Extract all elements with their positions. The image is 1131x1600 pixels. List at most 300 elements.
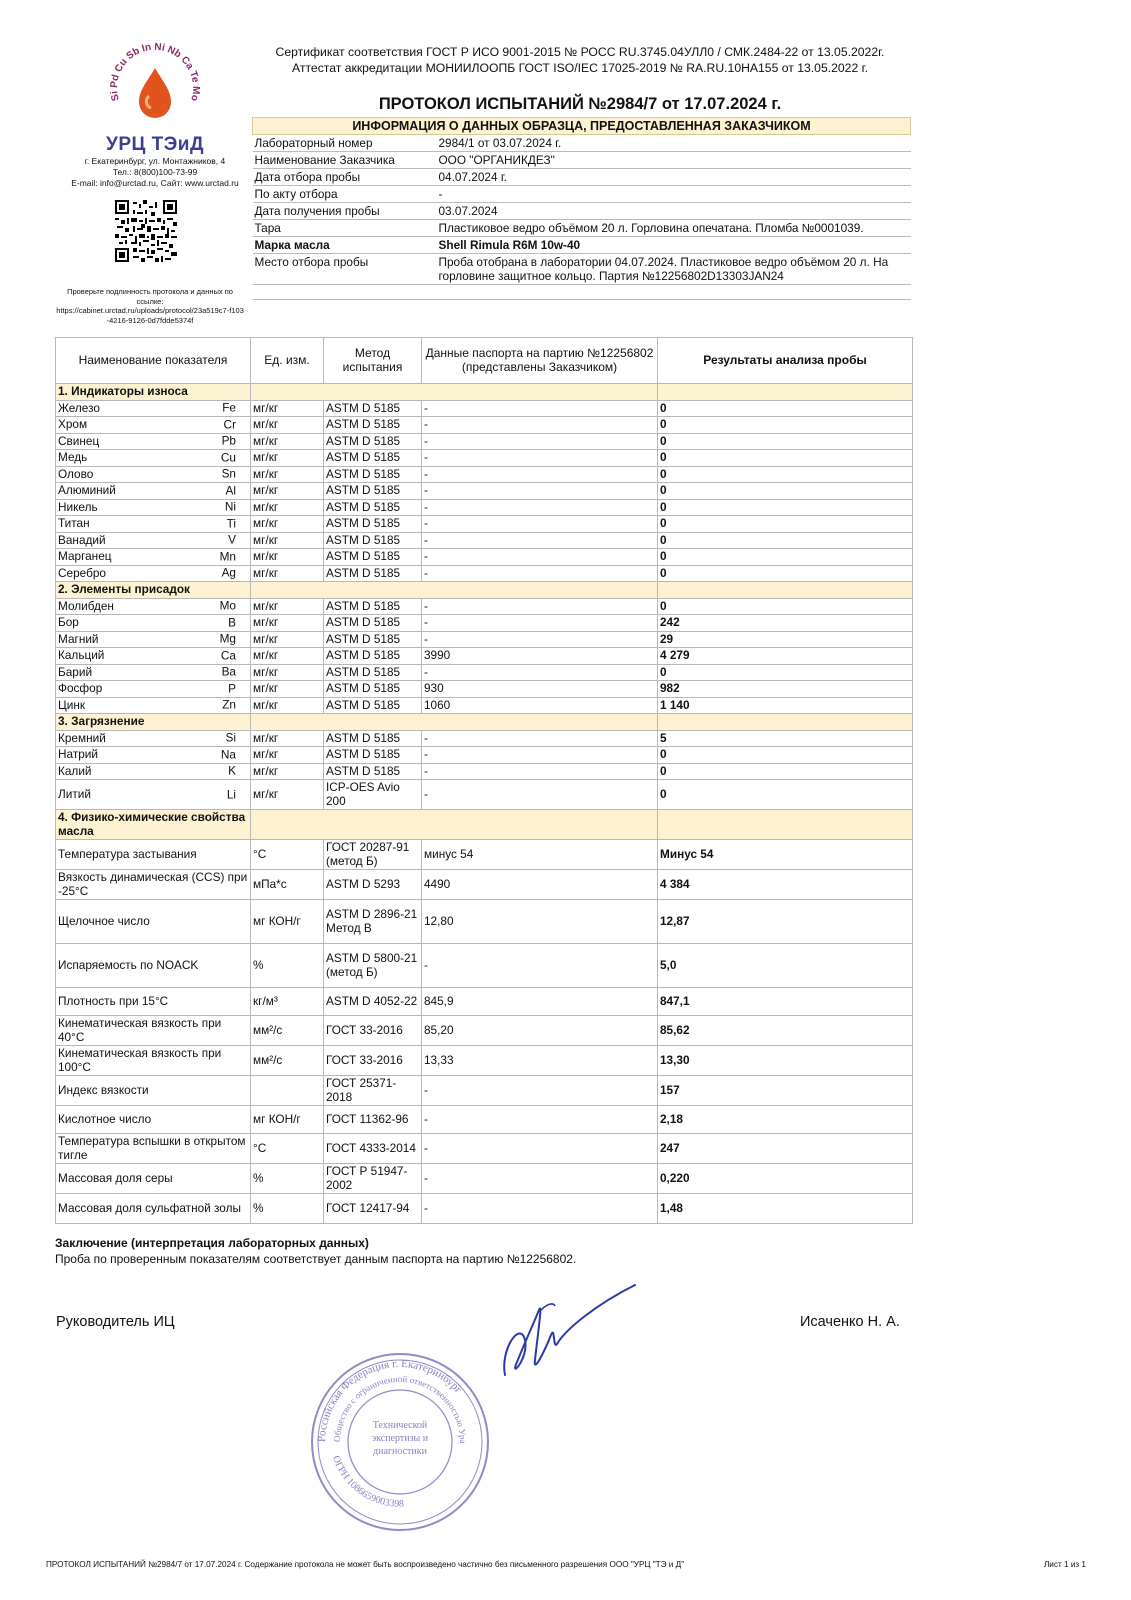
sample-info-value <box>437 285 911 300</box>
header-result: Результаты анализа пробы <box>658 338 913 384</box>
result-cell: 247 <box>658 1134 913 1164</box>
indicator-name: Массовая доля сульфатной золы <box>58 1200 241 1215</box>
stamp-mid-text: Общество с ограниченной ответственностью Ура <box>331 1373 469 1444</box>
method-cell: ASTM D 5185 <box>324 450 422 467</box>
indicator-name: Серебро <box>58 565 106 580</box>
passport-cell: - <box>422 615 658 632</box>
section-fill <box>658 582 913 599</box>
section-title: 2. Элементы присадок <box>56 582 251 599</box>
sample-info-row <box>253 186 911 203</box>
sample-info-value: Пластиковое ведро объёмом 20 л. Горловина опечатана. Пломба №0001039. <box>437 220 911 237</box>
indicator-name-cell <box>56 664 251 681</box>
table-row <box>56 840 913 870</box>
indicator-name: Кальций <box>58 648 105 662</box>
sample-info-key <box>253 285 437 300</box>
table-row <box>56 747 913 764</box>
section-row <box>56 384 913 401</box>
unit-cell: мг/кг <box>251 466 324 483</box>
indicator-name: Железо <box>58 400 100 415</box>
unit-cell: мг/кг <box>251 598 324 615</box>
indicator-name-cell <box>56 681 251 698</box>
method-cell: ASTM D 5185 <box>324 549 422 566</box>
table-row <box>56 664 913 681</box>
qr-code[interactable] <box>115 200 177 262</box>
official-stamp <box>305 1347 495 1537</box>
element-symbol: V <box>228 532 236 547</box>
element-symbol: Li <box>226 786 236 801</box>
method-cell: ASTM D 5185 <box>324 681 422 698</box>
method-cell: ГОСТ 33-2016 <box>324 1046 422 1076</box>
passport-cell: - <box>422 483 658 500</box>
result-cell: 242 <box>658 615 913 632</box>
table-row <box>56 1046 913 1076</box>
result-cell: 1,48 <box>658 1194 913 1224</box>
result-cell: 0 <box>658 598 913 615</box>
sample-info-key: Тара <box>253 220 437 237</box>
passport-cell: минус 54 <box>422 840 658 870</box>
results-header-row <box>56 338 913 384</box>
table-row <box>56 631 913 648</box>
passport-cell: - <box>422 400 658 417</box>
sample-info-value: ООО "ОРГАНИКДЕЗ" <box>437 152 911 169</box>
unit-cell: мг/кг <box>251 730 324 747</box>
element-symbol: Mo <box>219 598 236 613</box>
method-cell: ASTM D 5293 <box>324 870 422 900</box>
method-cell: ASTM D 5185 <box>324 615 422 632</box>
unit-cell: мг/кг <box>251 516 324 533</box>
result-cell: 0 <box>658 499 913 516</box>
sample-info-key: Место отбора пробы <box>253 254 437 285</box>
indicator-name-cell <box>56 1076 251 1106</box>
result-cell: 0 <box>658 417 913 434</box>
certificate-line-2: Аттестат аккредитации МОНИИЛООПБ ГОСТ ISO/IEC 17025-2019 № RA.RU.10НА155 от 13.05.2022 г. <box>292 61 868 75</box>
unit-cell: мг/кг <box>251 747 324 764</box>
unit-cell: мг/кг <box>251 780 324 810</box>
element-symbol: Cu <box>220 450 236 464</box>
indicator-name: Магний <box>58 631 99 646</box>
sample-info-row <box>253 254 911 285</box>
indicator-name-cell <box>56 840 251 870</box>
passport-cell: 930 <box>422 681 658 698</box>
result-cell: 0 <box>658 466 913 483</box>
sample-info-value: 2984/1 от 03.07.2024 г. <box>437 135 911 152</box>
sample-info-row <box>253 285 911 300</box>
indicator-name-cell <box>56 870 251 900</box>
indicator-name-cell <box>56 565 251 582</box>
lab-address: г. Екатеринбург, ул. Монтажников, 4 <box>84 156 226 166</box>
indicator-name-cell <box>56 1046 251 1076</box>
table-row <box>56 730 913 747</box>
table-row <box>56 763 913 780</box>
method-cell: ГОСТ 20287-91 (метод Б) <box>324 840 422 870</box>
unit-cell: мм²/с <box>251 1046 324 1076</box>
indicator-name: Медь <box>58 450 88 464</box>
result-cell: 0 <box>658 400 913 417</box>
unit-cell: мг/кг <box>251 697 324 714</box>
method-cell: ASTM D 5185 <box>324 730 422 747</box>
indicator-name: Индекс вязкости <box>58 1082 149 1097</box>
stamp-inner-text: Технической экспертизы и диагностики <box>371 1420 429 1457</box>
indicator-name: Цинк <box>58 697 85 712</box>
method-cell: ASTM D 5185 <box>324 499 422 516</box>
result-cell: 0 <box>658 763 913 780</box>
result-cell: 5 <box>658 730 913 747</box>
method-cell: ASTM D 5185 <box>324 466 422 483</box>
lab-logo-block <box>60 40 250 189</box>
method-cell: ГОСТ 12417-94 <box>324 1194 422 1224</box>
indicator-name-cell <box>56 450 251 467</box>
method-cell: ГОСТ 11362-96 <box>324 1106 422 1134</box>
result-cell: 0 <box>658 565 913 582</box>
method-cell: ASTM D 5185 <box>324 400 422 417</box>
unit-cell: мПа*с <box>251 870 324 900</box>
passport-cell: 845,9 <box>422 988 658 1016</box>
header-name: Наименование показателя <box>56 338 251 384</box>
result-cell: 0 <box>658 450 913 467</box>
passport-cell: - <box>422 549 658 566</box>
unit-cell: мг/кг <box>251 763 324 780</box>
unit-cell: мг/кг <box>251 499 324 516</box>
unit-cell: мм²/с <box>251 1016 324 1046</box>
table-row <box>56 433 913 450</box>
result-cell: 1 140 <box>658 697 913 714</box>
table-row <box>56 499 913 516</box>
indicator-name-cell <box>56 549 251 566</box>
passport-cell: - <box>422 1194 658 1224</box>
unit-cell <box>251 1076 324 1106</box>
lab-contacts: E-mail: info@urctad.ru, Сайт: www.urctad.ru <box>71 178 239 188</box>
unit-cell: мг/кг <box>251 648 324 665</box>
indicator-name-cell <box>56 1016 251 1046</box>
table-row <box>56 516 913 533</box>
indicator-name-cell <box>56 648 251 665</box>
sample-info-value: Shell Rimula R6M 10w-40 <box>437 237 911 254</box>
sample-info-key: Лабораторный номер <box>253 135 437 152</box>
indicator-name: Алюминий <box>58 483 116 497</box>
passport-cell: - <box>422 1076 658 1106</box>
passport-cell: 85,20 <box>422 1016 658 1046</box>
indicator-name-cell <box>56 598 251 615</box>
table-row <box>56 450 913 467</box>
method-cell: ГОСТ 33-2016 <box>324 1016 422 1046</box>
sample-info-key: Дата получения пробы <box>253 203 437 220</box>
logo-ring-text: Si Pd Cu Sb In Ni Nb Ca Te Mo <box>108 41 202 103</box>
unit-cell: % <box>251 1164 324 1194</box>
table-row <box>56 1164 913 1194</box>
indicator-name: Температура вспышки в открытом тигле <box>58 1134 246 1162</box>
element-symbol: Ca <box>220 648 236 662</box>
table-row <box>56 648 913 665</box>
method-cell: ASTM D 5185 <box>324 483 422 500</box>
passport-cell: - <box>422 499 658 516</box>
indicator-name-cell <box>56 1106 251 1134</box>
indicator-name-cell <box>56 1134 251 1164</box>
method-cell: ASTM D 5185 <box>324 433 422 450</box>
method-cell: ASTM D 5185 <box>324 648 422 665</box>
unit-cell: мг/кг <box>251 549 324 566</box>
passport-cell: - <box>422 664 658 681</box>
indicator-name-cell <box>56 417 251 434</box>
method-cell: ASTM D 5185 <box>324 697 422 714</box>
passport-cell: - <box>422 631 658 648</box>
unit-cell: мг/кг <box>251 532 324 549</box>
result-cell: 0 <box>658 747 913 764</box>
table-row <box>56 532 913 549</box>
passport-cell: - <box>422 598 658 615</box>
indicator-name: Литий <box>58 786 91 801</box>
indicator-name: Натрий <box>58 747 98 761</box>
header-unit: Ед. изм. <box>251 338 324 384</box>
method-cell: ASTM D 5185 <box>324 565 422 582</box>
method-cell: ASTM D 5185 <box>324 516 422 533</box>
result-cell: 847,1 <box>658 988 913 1016</box>
indicator-name-cell <box>56 433 251 450</box>
sample-info-value: Проба отобрана в лаборатории 04.07.2024. Пластиковое ведро объёмом 20 л. На горловине защитное кольцо. Партия №12256802D13303JAN24 <box>437 254 911 285</box>
indicator-name-cell <box>56 747 251 764</box>
section-title: 4. Физико-химические свойства масла <box>56 810 251 840</box>
sample-info-table <box>252 117 911 300</box>
unit-cell: % <box>251 944 324 988</box>
result-cell: 12,87 <box>658 900 913 944</box>
passport-cell: - <box>422 417 658 434</box>
indicator-name-cell <box>56 499 251 516</box>
protocol-title: ПРОТОКОЛ ИСПЫТАНИЙ №2984/7 от 17.07.2024 г. <box>378 95 782 113</box>
element-symbol: Zn <box>222 697 236 712</box>
result-cell: 0 <box>658 664 913 681</box>
header-method: Метод испытания <box>324 338 422 384</box>
passport-cell: 1060 <box>422 697 658 714</box>
section-fill <box>251 810 658 840</box>
table-row <box>56 944 913 988</box>
section-fill <box>251 714 658 731</box>
indicator-name-cell <box>56 631 251 648</box>
table-row <box>56 615 913 632</box>
passport-cell: - <box>422 565 658 582</box>
section-fill <box>658 714 913 731</box>
passport-cell: 13,33 <box>422 1046 658 1076</box>
indicator-name: Олово <box>58 466 94 481</box>
method-cell: ГОСТ 25371-2018 <box>324 1076 422 1106</box>
passport-cell: - <box>422 466 658 483</box>
result-cell: 0 <box>658 483 913 500</box>
result-cell: 0,220 <box>658 1164 913 1194</box>
element-symbol: Pb <box>221 433 236 448</box>
sample-info-header-row <box>253 118 911 135</box>
result-cell: 0 <box>658 532 913 549</box>
sample-info-row <box>253 169 911 186</box>
unit-cell: мг/кг <box>251 681 324 698</box>
section-row <box>56 714 913 731</box>
passport-cell: - <box>422 1134 658 1164</box>
sample-info-key: Наименование Заказчика <box>253 152 437 169</box>
element-symbol: Si <box>225 730 236 745</box>
signatory-name: Исаченко Н. А. <box>800 1314 900 1330</box>
sample-info-key: По акту отбора <box>253 186 437 203</box>
indicator-name: Фосфор <box>58 681 103 695</box>
unit-cell: мг/кг <box>251 664 324 681</box>
result-cell: 13,30 <box>658 1046 913 1076</box>
indicator-name-cell <box>56 780 251 810</box>
unit-cell: % <box>251 1194 324 1224</box>
passport-cell: 12,80 <box>422 900 658 944</box>
indicator-name-cell <box>56 900 251 944</box>
indicator-name-cell <box>56 944 251 988</box>
element-symbol: Mn <box>219 549 236 563</box>
indicator-name-cell <box>56 466 251 483</box>
table-row <box>56 598 913 615</box>
certificates <box>250 44 910 76</box>
page-number: Лист 1 из 1 <box>1043 1560 1086 1569</box>
element-symbol: Cr <box>223 417 236 431</box>
header-passport: Данные паспорта на партию №12256802 (представлены Заказчиком) <box>422 338 658 384</box>
passport-cell: - <box>422 780 658 810</box>
page-footer <box>46 1560 1086 1569</box>
handwritten-signature <box>495 1280 645 1400</box>
section-row <box>56 810 913 840</box>
indicator-name-cell <box>56 532 251 549</box>
indicator-name-cell <box>56 400 251 417</box>
sample-info-value: 03.07.2024 <box>437 203 911 220</box>
section-title: 1. Индикаторы износа <box>56 384 251 401</box>
table-row <box>56 1016 913 1046</box>
method-cell: ASTM D 5800-21 (метод Б) <box>324 944 422 988</box>
table-row <box>56 870 913 900</box>
passport-cell: - <box>422 532 658 549</box>
element-symbol: Fe <box>222 400 236 415</box>
table-row <box>56 780 913 810</box>
indicator-name-cell <box>56 763 251 780</box>
table-row <box>56 400 913 417</box>
result-cell: 4 279 <box>658 648 913 665</box>
table-row <box>56 900 913 944</box>
method-cell: ASTM D 5185 <box>324 664 422 681</box>
result-cell: 2,18 <box>658 1106 913 1134</box>
passport-cell: 4490 <box>422 870 658 900</box>
table-row <box>56 1134 913 1164</box>
element-symbol: Sn <box>221 466 236 481</box>
indicator-name: Бор <box>58 615 79 629</box>
element-symbol: Na <box>220 747 236 761</box>
indicator-name: Испаряемость по NOACK <box>58 957 199 972</box>
passport-cell: - <box>422 944 658 988</box>
method-cell: ICP-OES Avio 200 <box>324 780 422 810</box>
unit-cell: мг/кг <box>251 450 324 467</box>
indicator-name: Щелочное число <box>58 913 150 928</box>
verify-text: Проверьте подлинность протокола и данных по ссылке: <box>67 287 233 306</box>
unit-cell: кг/м³ <box>251 988 324 1016</box>
lab-phone: Тел.: 8(800)100-73-99 <box>112 167 198 177</box>
results-table <box>55 337 913 1224</box>
section-fill <box>658 810 913 840</box>
unit-cell: мг/кг <box>251 417 324 434</box>
table-row <box>56 681 913 698</box>
indicator-name: Вязкость динамическая (CCS) при -25°С <box>58 870 248 898</box>
unit-cell: мг/кг <box>251 565 324 582</box>
result-cell: 982 <box>658 681 913 698</box>
conclusion-title: Заключение (интерпретация лабораторных данных) <box>55 1236 369 1250</box>
section-fill <box>658 384 913 401</box>
element-symbol: Mg <box>219 631 236 646</box>
method-cell: ГОСТ 4333-2014 <box>324 1134 422 1164</box>
sample-info-key: Дата отбора пробы <box>253 169 437 186</box>
sample-info-row <box>253 237 911 254</box>
verify-link[interactable]: https://cabinet.urctad.ru/uploads/protocol/23a519c7-f103-4216-9126-0d7fdde5374f <box>56 306 244 325</box>
method-cell: ASTM D 5185 <box>324 763 422 780</box>
table-row <box>56 483 913 500</box>
table-row <box>56 1194 913 1224</box>
table-row <box>56 988 913 1016</box>
section-fill <box>251 582 658 599</box>
indicator-name: Калий <box>58 763 92 778</box>
unit-cell: мг/кг <box>251 631 324 648</box>
passport-cell: - <box>422 730 658 747</box>
indicator-name-cell <box>56 1194 251 1224</box>
table-row <box>56 697 913 714</box>
method-cell: ASTM D 4052-22 <box>324 988 422 1016</box>
indicator-name: Марганец <box>58 549 112 563</box>
sample-info-key: Марка масла <box>253 237 437 254</box>
indicator-name-cell <box>56 730 251 747</box>
passport-cell: - <box>422 1106 658 1134</box>
passport-cell: - <box>422 1164 658 1194</box>
indicator-name: Ванадий <box>58 532 106 547</box>
unit-cell: °С <box>251 1134 324 1164</box>
passport-cell: - <box>422 763 658 780</box>
indicator-name: Кинематическая вязкость при 100°С <box>58 1046 222 1074</box>
element-symbol: P <box>228 681 236 695</box>
unit-cell: мг/кг <box>251 483 324 500</box>
indicator-name: Плотность при 15°С <box>58 993 169 1008</box>
indicator-name: Никель <box>58 499 98 514</box>
element-symbol: Ag <box>221 565 236 580</box>
method-cell: ASTM D 5185 <box>324 631 422 648</box>
method-cell: ГОСТ Р 51947-2002 <box>324 1164 422 1194</box>
indicator-name: Кислотное число <box>58 1111 152 1126</box>
unit-cell: мг/кг <box>251 615 324 632</box>
sample-info-header: ИНФОРМАЦИЯ О ДАННЫХ ОБРАЗЦА, ПРЕДОСТАВЛЕННАЯ ЗАКАЗЧИКОМ <box>253 118 911 135</box>
stamp-ogrn: ОГРН 1086659003398 <box>330 1454 405 1510</box>
unit-cell: мг/кг <box>251 433 324 450</box>
indicator-name: Кремний <box>58 730 106 745</box>
sample-info-row <box>253 152 911 169</box>
conclusion <box>55 1235 915 1267</box>
indicator-name: Температура застывания <box>58 846 197 861</box>
indicator-name-cell <box>56 483 251 500</box>
indicator-name: Кинематическая вязкость при 40°С <box>58 1016 222 1044</box>
element-symbol: Ni <box>224 499 236 514</box>
section-fill <box>251 384 658 401</box>
indicator-name: Хром <box>58 417 88 431</box>
result-cell: 5,0 <box>658 944 913 988</box>
sample-info-row <box>253 203 911 220</box>
unit-cell: мг КОН/г <box>251 900 324 944</box>
verify-block <box>55 287 245 325</box>
unit-cell: мг/кг <box>251 400 324 417</box>
indicator-name-cell <box>56 697 251 714</box>
result-cell: Минус 54 <box>658 840 913 870</box>
method-cell: ASTM D 5185 <box>324 747 422 764</box>
sample-info-row <box>253 220 911 237</box>
result-cell: 29 <box>658 631 913 648</box>
indicator-name: Массовая доля серы <box>58 1170 173 1185</box>
passport-cell: - <box>422 450 658 467</box>
result-cell: 157 <box>658 1076 913 1106</box>
passport-cell: 3990 <box>422 648 658 665</box>
element-symbol: Ti <box>226 516 236 530</box>
indicator-name-cell <box>56 516 251 533</box>
indicator-name-cell <box>56 1164 251 1194</box>
signatory-role: Руководитель ИЦ <box>56 1314 175 1330</box>
